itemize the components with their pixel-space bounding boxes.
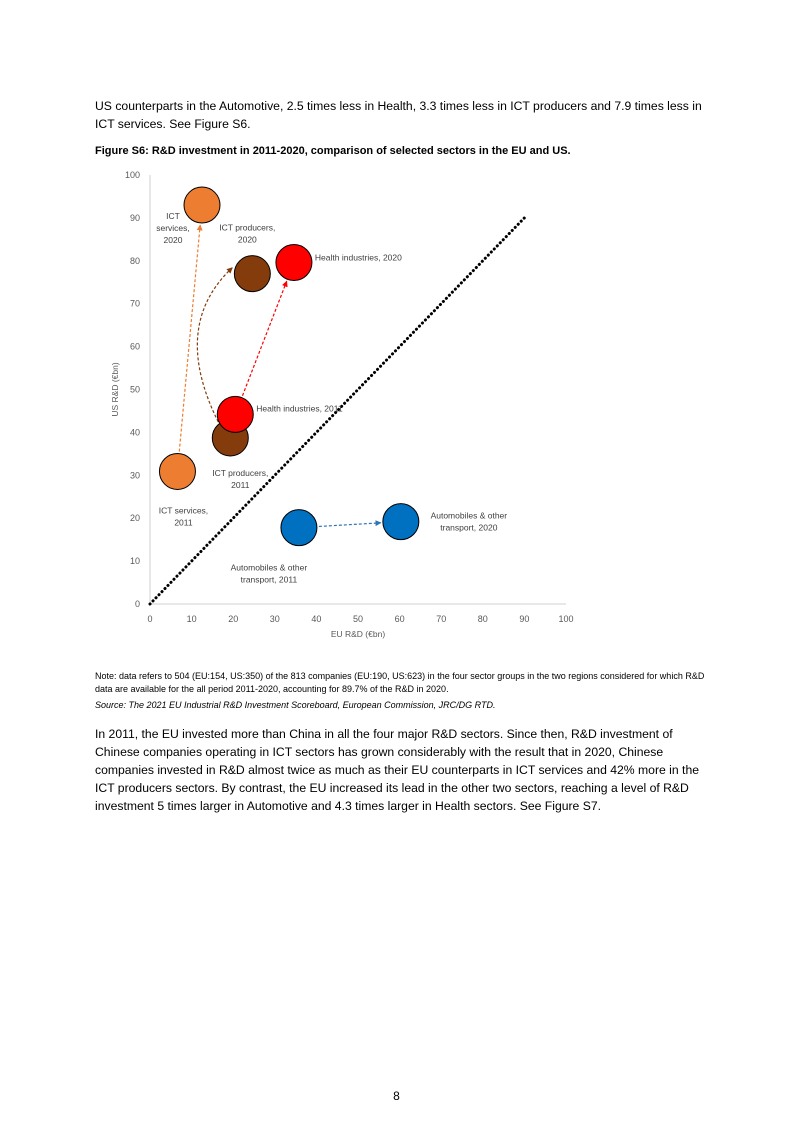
arrow-auto-2011 [319, 523, 381, 527]
x-tick-label: 0 [147, 614, 153, 624]
point-health-2020 [276, 245, 312, 281]
point-label-ict-services-2011: ICT services, [158, 505, 209, 516]
x-tick-label: 90 [519, 614, 530, 624]
point-label-health-2011: Health industries, 2011 [256, 403, 343, 414]
point-label-ict-producers-2011: 2011 [231, 479, 250, 490]
y-tick-label: 60 [129, 341, 140, 352]
point-auto-2011 [281, 510, 317, 546]
point-auto-2020 [383, 504, 419, 540]
x-tick-label: 100 [558, 614, 574, 624]
point-label-auto-2020: Automobiles & other [430, 510, 508, 521]
x-tick-label: 60 [394, 614, 405, 624]
point-label-health-2020: Health industries, 2020 [314, 252, 402, 263]
y-tick-label: 90 [129, 212, 140, 223]
body-paragraph: In 2011, the EU invested more than China in all the four major R&D sectors. Since then, R&D investment of Chinese companies operating in ICT sectors has grown considerably with the result that in 2020, Chinese companies invested in R&D almost twice as much as their EU counterparts in ICT services and 42% more in the ICT producers sectors. By contrast, the EU increased its lead in the other two sectors, reaching a level of R&D investment 5 times larger in Automotive and 4.3 times larger in Health sectors. See Figure S7. [95, 727, 699, 813]
y-tick-label: 100 [124, 170, 140, 180]
page-number: 8 [393, 1089, 400, 1103]
point-label-auto-2011: Automobiles & other [230, 562, 308, 573]
point-health-2011 [217, 396, 253, 432]
x-tick-label: 30 [269, 614, 280, 624]
figure-source: Source: The 2021 EU Industrial R&D Investment Scoreboard, European Commission, JRC/DG RTD. [95, 700, 496, 710]
point-label-ict-services-2020: ICT [166, 211, 180, 222]
x-tick-label: 70 [436, 614, 447, 624]
point-label-auto-2011: transport, 2011 [240, 574, 298, 585]
point-label-ict-producers-2020: 2020 [237, 234, 257, 245]
y-tick-label: 20 [129, 513, 140, 524]
point-ict-services-2011 [159, 453, 195, 489]
point-label-ict-services-2020: services, [156, 223, 190, 234]
point-labels [156, 211, 507, 585]
point-label-ict-producers-2011: ICT producers, [212, 467, 269, 478]
y-axis-title: US R&D (€bn) [110, 362, 120, 417]
x-tick-label: 20 [228, 614, 239, 624]
point-label-ict-producers-2020: ICT producers, [219, 222, 276, 233]
intro-paragraph: US counterparts in the Automotive, 2.5 times less in Health, 3.3 times less in ICT producers and 7.9 times less in ICT services. See Figure S6. [95, 99, 702, 131]
x-tick-label: 40 [311, 614, 322, 624]
x-axis-title: EU R&D (€bn) [330, 629, 386, 639]
point-label-ict-services-2011: 2011 [174, 517, 193, 528]
y-tick-label: 80 [129, 255, 140, 266]
x-tick-label: 50 [352, 614, 364, 624]
point-label-auto-2020: transport, 2020 [440, 522, 498, 533]
y-tick-label: 70 [129, 298, 140, 309]
point-ict-services-2020 [184, 187, 220, 223]
figure-note: Note: data refers to 504 (EU:154, US:350) of the 813 companies (EU:190, US:623) in the four sector groups in the two regions considered for which R&D data are available for the all period 2011-2020, accounting for 89.7% of the R&D in 2020. [95, 671, 705, 694]
y-tick-label: 30 [129, 470, 140, 481]
point-ict-producers-2020 [234, 256, 270, 292]
point-label-ict-services-2020: 2020 [163, 235, 183, 246]
x-tick-label: 10 [186, 614, 197, 624]
figure-title: Figure S6: R&D investment in 2011-2020, comparison of selected sectors in the EU and US. [95, 145, 571, 157]
y-tick-label: 0 [134, 599, 140, 609]
x-tick-label: 80 [477, 614, 488, 624]
y-tick-label: 50 [129, 384, 140, 395]
y-tick-label: 40 [129, 427, 140, 438]
y-tick-label: 10 [129, 556, 140, 567]
arrow-health-2011 [242, 281, 286, 396]
